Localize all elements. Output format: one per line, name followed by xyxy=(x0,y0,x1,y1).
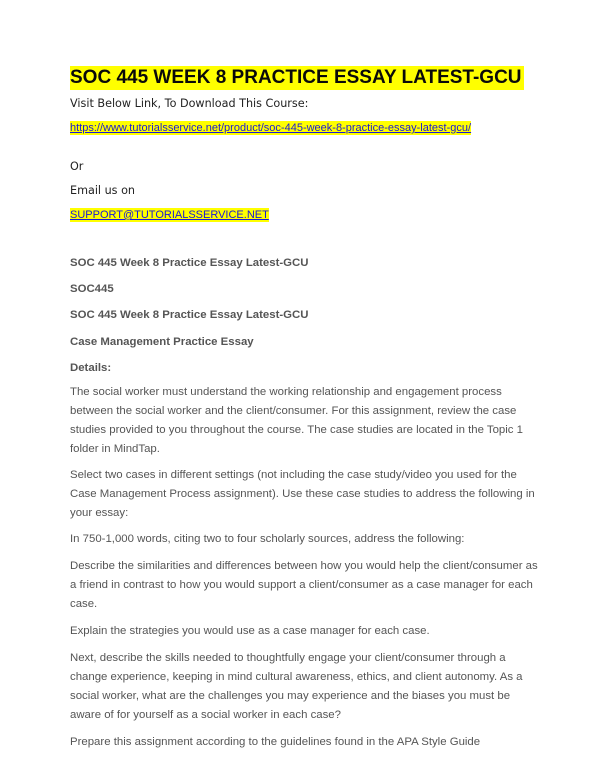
paragraph-skills: Next, describe the skills needed to thoughtfully engage your client/consumer through a change experience, keeping in mind cultural awareness, ethics, and client autonomy. As a social worker, what are the challenges you may experience and the biases you must be aware of for yourself as a social worker in each case? xyxy=(70,652,523,721)
support-email-link[interactable]: SUPPORT@TUTORIALSSERVICE.NET xyxy=(70,209,269,221)
download-intro: Visit Below Link, To Download This Course: xyxy=(70,97,309,110)
paragraph-select-cases: Select two cases in different settings (not including the case study/video you used for the Case Management Process assignment). Use these case studies to address the following in your essay: xyxy=(70,469,535,519)
document-title: SOC 445 WEEK 8 PRACTICE ESSAY LATEST-GCU xyxy=(70,67,522,88)
heading-essay-name: Case Management Practice Essay xyxy=(70,336,254,348)
document-page xyxy=(70,66,540,752)
email-label: Email us on xyxy=(70,184,136,197)
paragraph-overview: The social worker must understand the working relationship and engagement process between the social worker and the client/consumer. For this assignment, review the case studies provided to you throughout the course. The case studies are located in the Topic 1 folder in MindTap. xyxy=(70,386,523,455)
heading-course-title: SOC 445 Week 8 Practice Essay Latest-GCU xyxy=(70,257,309,269)
heading-details: Details: xyxy=(70,362,112,374)
course-link[interactable]: https://www.tutorialsservice.net/product/soc-445-week-8-practice-essay-latest-gcu/ xyxy=(70,122,472,134)
heading-course-code: SOC445 xyxy=(70,283,114,295)
paragraph-strategies: Explain the strategies you would use as a case manager for each case. xyxy=(70,625,430,637)
or-text: Or xyxy=(70,160,84,173)
heading-course-title-repeat: SOC 445 Week 8 Practice Essay Latest-GCU xyxy=(70,309,309,321)
paragraph-word-count: In 750-1,000 words, citing two to four scholarly sources, address the following: xyxy=(70,533,465,545)
paragraph-describe: Describe the similarities and differences between how you would help the client/consumer as a friend in contrast to how you would support a client/consumer as a case manager for each case. xyxy=(70,560,538,610)
paragraph-apa: Prepare this assignment according to the guidelines found in the APA Style Guide xyxy=(70,736,481,748)
